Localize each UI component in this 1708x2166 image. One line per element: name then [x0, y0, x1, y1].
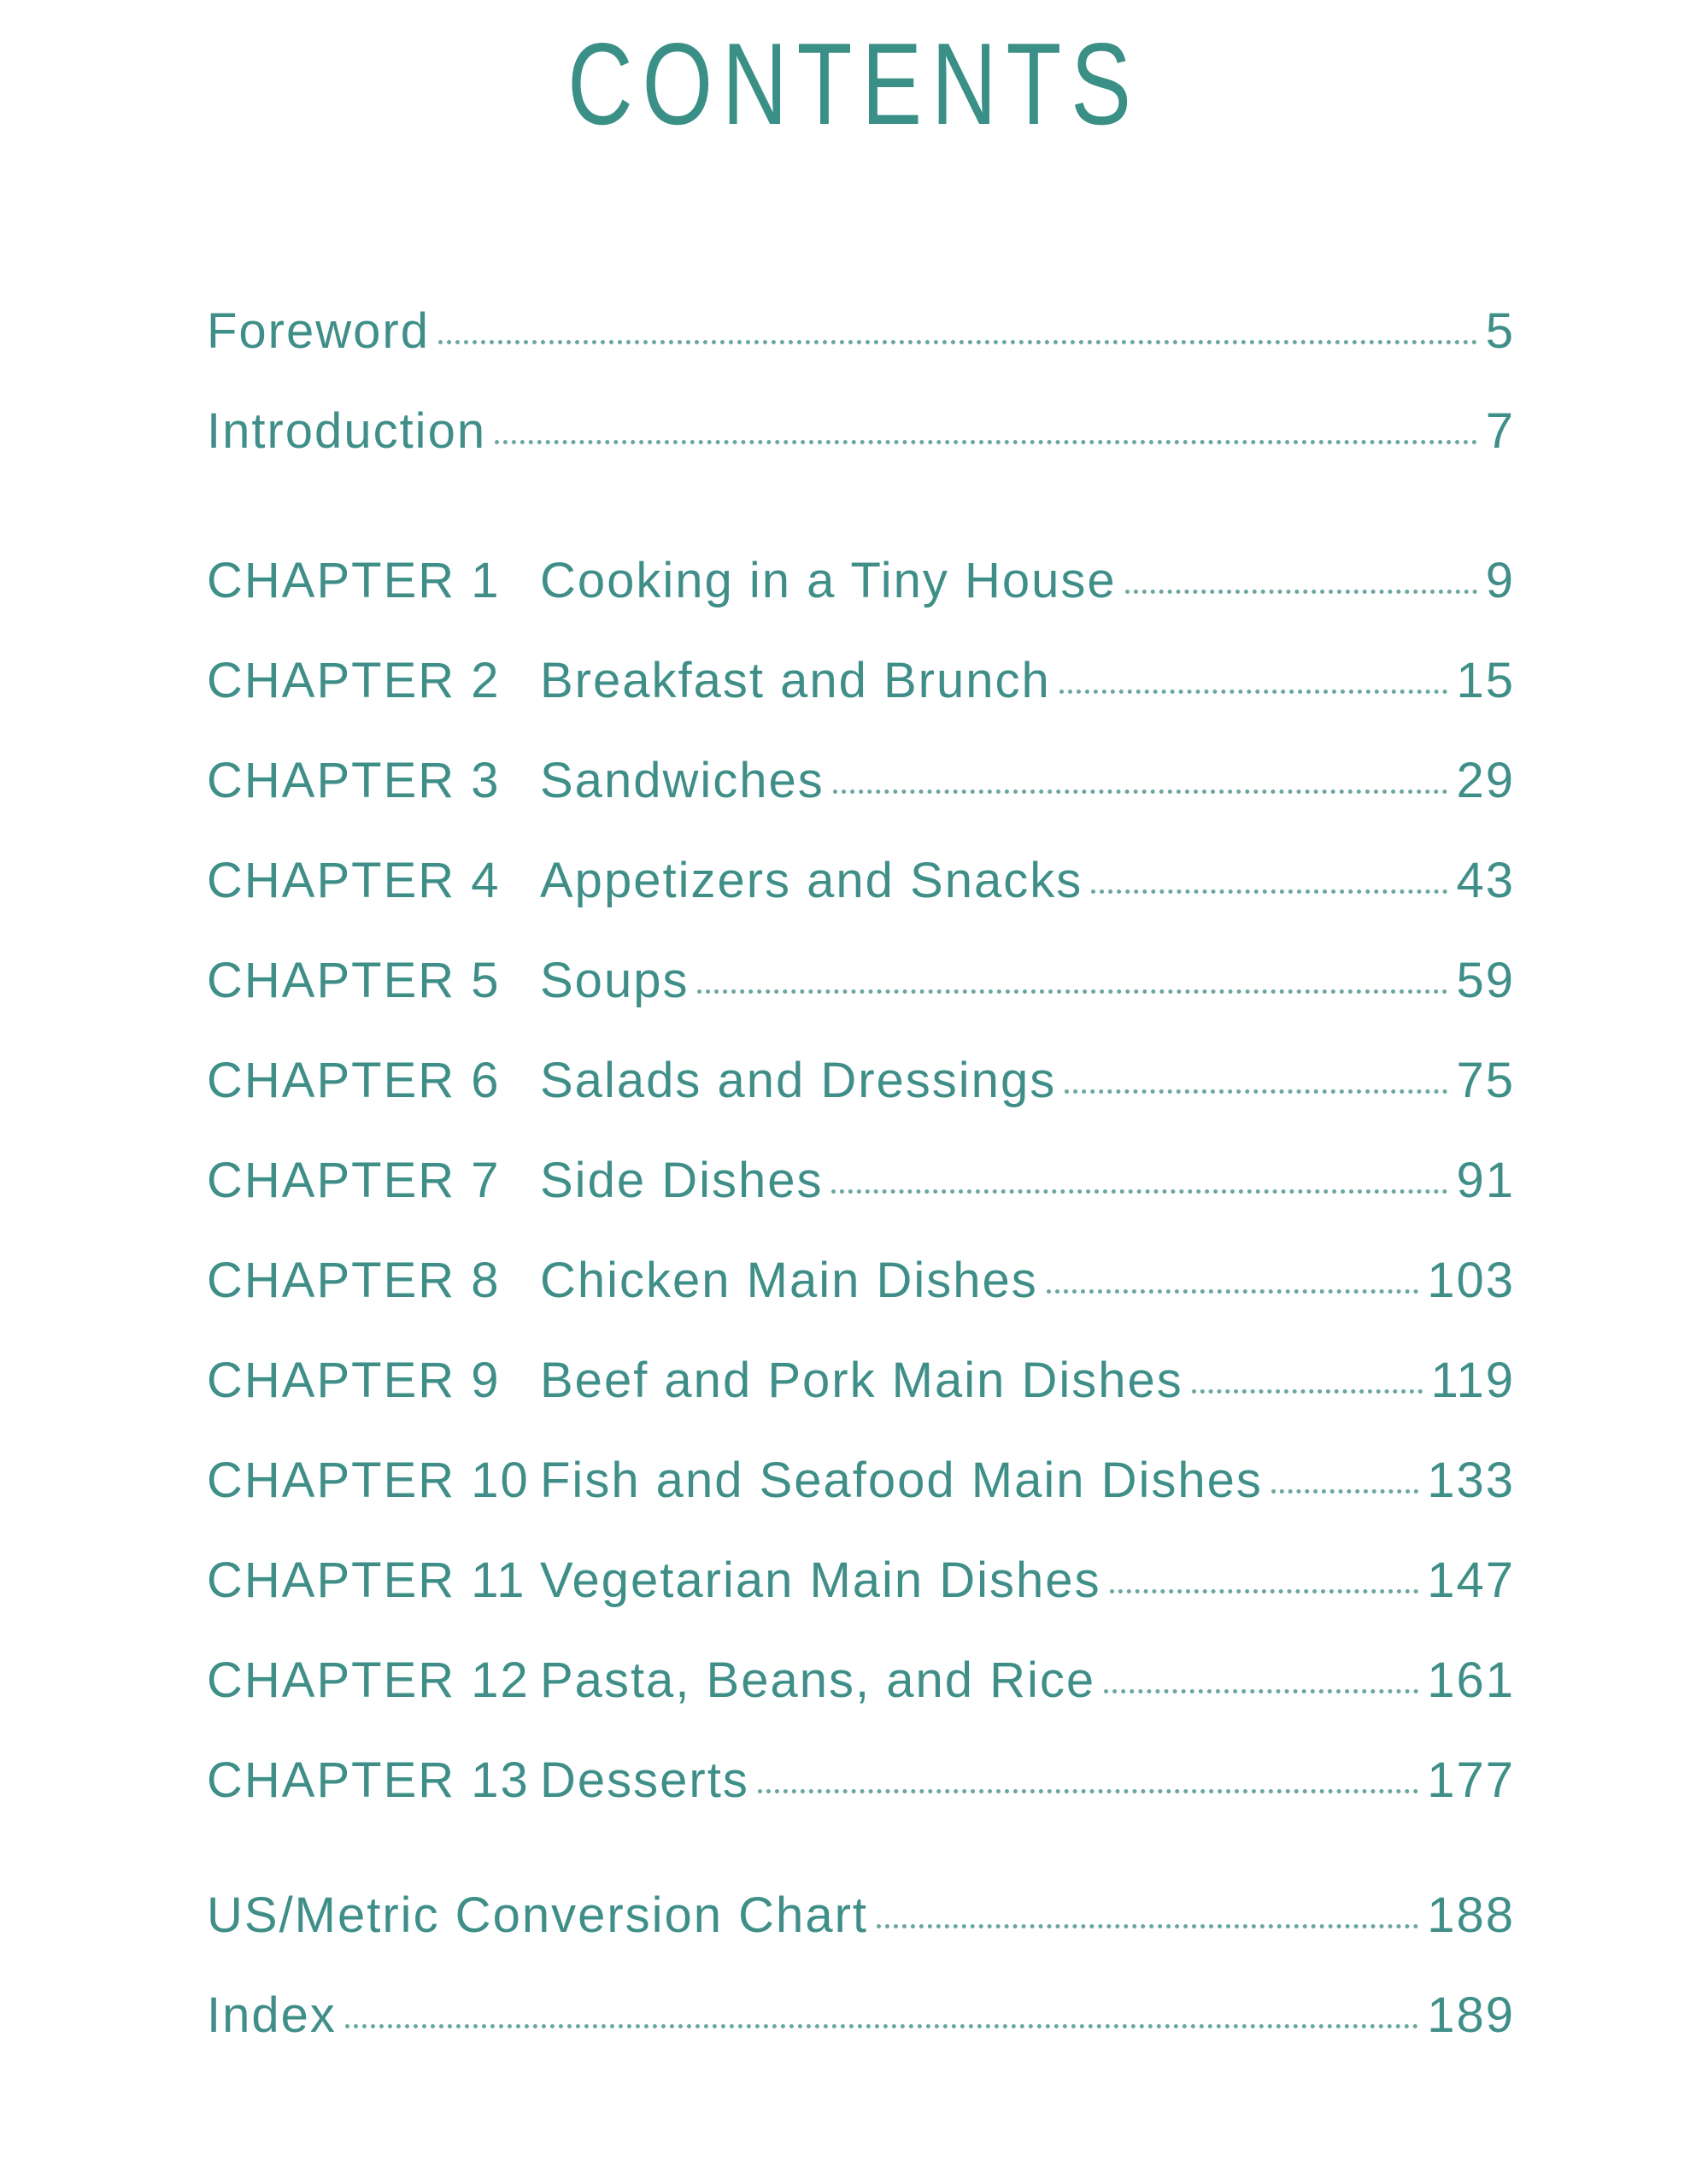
page-number: 75 — [1456, 1053, 1515, 1108]
toc-chapter-entry[interactable] — [207, 1430, 1515, 1530]
chapter-number: CHAPTER 8 — [207, 1253, 501, 1308]
page-number: 59 — [1456, 953, 1515, 1008]
chapter-title: Vegetarian Main Dishes — [540, 1553, 1101, 1608]
chapter-number: CHAPTER 5 — [207, 953, 501, 1008]
chapter-number: CHAPTER 9 — [207, 1353, 501, 1408]
page-number: 5 — [1485, 303, 1515, 359]
toc-chapter-entry[interactable] — [207, 1730, 1515, 1830]
page-number: 133 — [1427, 1453, 1515, 1508]
chapter-title: Desserts — [540, 1752, 749, 1808]
chapter-number: CHAPTER 6 — [207, 1053, 501, 1108]
toc-entry[interactable] — [207, 1865, 1515, 1965]
chapter-number: CHAPTER 3 — [207, 753, 501, 808]
dot-leader — [495, 440, 1477, 444]
dot-leader — [833, 790, 1448, 794]
dot-leader — [831, 1189, 1447, 1194]
toc-entry[interactable] — [207, 281, 1515, 381]
dot-leader — [1047, 1289, 1418, 1294]
toc-chapter-entry[interactable] — [207, 1030, 1515, 1130]
dot-leader — [1104, 1689, 1418, 1693]
entry-title: Foreword — [207, 303, 430, 359]
chapter-number: CHAPTER 7 — [207, 1153, 501, 1208]
toc-chapter-entry[interactable] — [207, 1330, 1515, 1430]
toc-chapter-entry[interactable] — [207, 731, 1515, 831]
dot-leader — [1125, 590, 1477, 594]
chapter-title: Breakfast and Brunch — [540, 653, 1051, 708]
dot-leader — [877, 1924, 1418, 1928]
page-number: 119 — [1430, 1353, 1515, 1408]
chapter-title: Beef and Pork Main Dishes — [540, 1353, 1183, 1408]
toc-chapter-entry[interactable] — [207, 531, 1515, 631]
dot-leader — [345, 2024, 1418, 2028]
page-number: 147 — [1427, 1553, 1515, 1608]
page-number: 43 — [1456, 853, 1515, 908]
dot-leader — [438, 340, 1477, 344]
page-number: 177 — [1427, 1752, 1515, 1808]
toc-chapter-entry[interactable] — [207, 1630, 1515, 1730]
toc-chapter-entry[interactable] — [207, 930, 1515, 1030]
toc-chapter-entry[interactable] — [207, 831, 1515, 930]
dot-leader — [1065, 1089, 1447, 1094]
dot-leader — [758, 1789, 1418, 1793]
toc-chapter-entry[interactable] — [207, 631, 1515, 731]
chapter-number: CHAPTER 4 — [207, 853, 501, 908]
entry-title: US/Metric Conversion Chart — [207, 1887, 868, 1943]
chapter-title: Chicken Main Dishes — [540, 1253, 1038, 1308]
entry-title: Introduction — [207, 403, 487, 459]
dot-leader — [1110, 1589, 1419, 1594]
dot-leader — [697, 989, 1447, 994]
chapter-number: CHAPTER 10 — [207, 1453, 530, 1508]
page-number: 103 — [1427, 1253, 1515, 1308]
chapter-number: CHAPTER 1 — [207, 553, 501, 608]
chapter-title: Sandwiches — [540, 753, 825, 808]
toc-chapter-entry[interactable] — [207, 1230, 1515, 1330]
page-number: 15 — [1456, 653, 1515, 708]
entry-title: Index — [207, 1987, 337, 2043]
chapter-title: Cooking in a Tiny House — [540, 553, 1117, 608]
dot-leader — [1271, 1489, 1418, 1494]
chapter-title: Appetizers and Snacks — [540, 853, 1083, 908]
dot-leader — [1192, 1389, 1423, 1394]
page-number: 91 — [1456, 1153, 1515, 1208]
page-number: 9 — [1485, 553, 1515, 608]
chapter-title: Side Dishes — [540, 1153, 824, 1208]
page-number: 161 — [1427, 1652, 1515, 1708]
page-number: 188 — [1427, 1887, 1515, 1943]
chapter-number: CHAPTER 11 — [207, 1553, 526, 1608]
page-number: 189 — [1427, 1987, 1515, 2043]
page-title: CONTENTS — [567, 19, 1141, 149]
toc-entry[interactable] — [207, 1965, 1515, 2065]
toc-chapter-entry[interactable] — [207, 1530, 1515, 1630]
page-number: 7 — [1485, 403, 1515, 459]
chapter-number: CHAPTER 12 — [207, 1652, 530, 1708]
chapter-number: CHAPTER 2 — [207, 653, 501, 708]
dot-leader — [1059, 690, 1448, 694]
toc-entry[interactable] — [207, 381, 1515, 481]
chapter-title: Fish and Seafood Main Dishes — [540, 1453, 1263, 1508]
toc-chapter-entry[interactable] — [207, 1130, 1515, 1230]
chapter-title: Salads and Dressings — [540, 1053, 1057, 1108]
dot-leader — [1091, 889, 1447, 894]
chapter-number: CHAPTER 13 — [207, 1752, 530, 1808]
page-number: 29 — [1456, 753, 1515, 808]
chapter-title: Soups — [540, 953, 690, 1008]
chapter-title: Pasta, Beans, and Rice — [540, 1652, 1096, 1708]
